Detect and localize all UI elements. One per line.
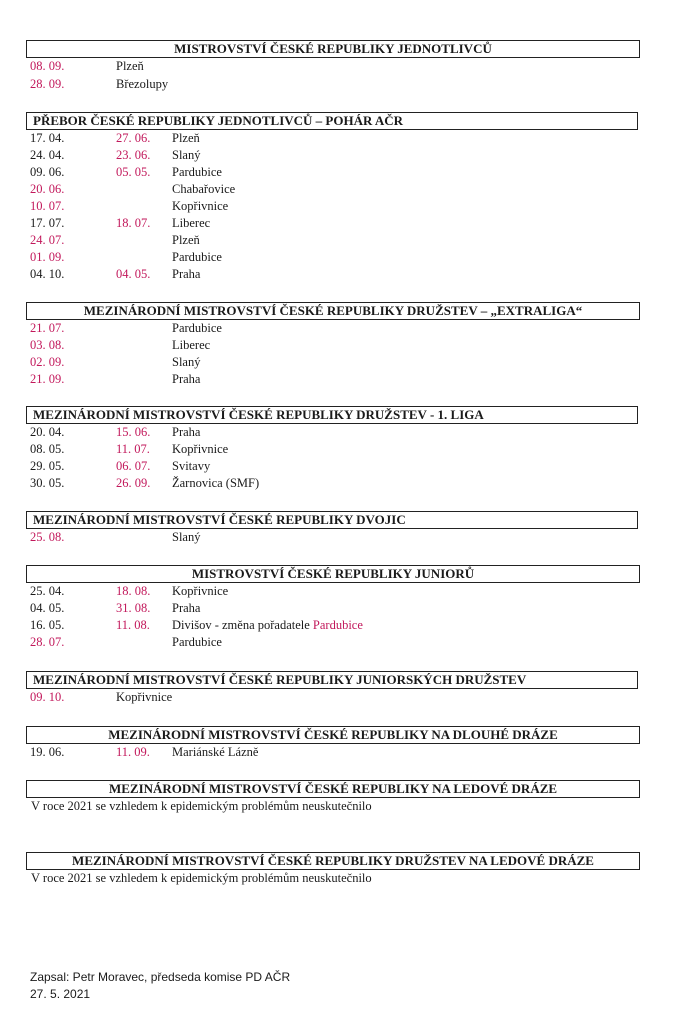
date-changed: 20. 06.	[30, 182, 65, 196]
venue: Liberec	[172, 216, 211, 230]
venue: Kopřivnice	[172, 199, 229, 213]
venue: Svitavy	[172, 459, 211, 473]
date-changed: 21. 09.	[30, 372, 65, 386]
date-new: 04. 05.	[116, 267, 151, 281]
section-title: MEZINÁRODNÍ MISTROVSTVÍ ČESKÉ REPUBLIKY DRUŽSTEV - 1. LIGA	[26, 406, 638, 424]
section-title: MEZINÁRODNÍ MISTROVSTVÍ ČESKÉ REPUBLIKY JUNIORSKÝCH DRUŽSTEV	[26, 671, 638, 689]
date-changed: 03. 08.	[30, 338, 65, 352]
date-original: 20. 04.	[30, 425, 65, 439]
venue: Kopřivnice	[172, 584, 229, 598]
section-title: MEZINÁRODNÍ MISTROVSTVÍ ČESKÉ REPUBLIKY NA DLOUHÉ DRÁZE	[26, 726, 640, 744]
date-original: 09. 06.	[30, 165, 65, 179]
list-item	[0, 424, 690, 441]
date-original: 16. 05.	[30, 618, 65, 632]
list-item	[0, 215, 690, 232]
date-original: 30. 05.	[30, 476, 65, 490]
list-item	[0, 529, 690, 546]
venue: Praha	[172, 267, 201, 281]
date-changed: 28. 09.	[30, 77, 65, 91]
venue: Pardubice	[172, 250, 222, 264]
venue: Liberec	[172, 338, 211, 352]
list-item	[0, 475, 690, 492]
date-new: 15. 06.	[116, 425, 151, 439]
date-original: 17. 07.	[30, 216, 65, 230]
list-item	[0, 320, 690, 337]
date-new: 11. 08.	[116, 618, 150, 632]
list-item	[0, 744, 690, 761]
date-changed: 21. 07.	[30, 321, 65, 335]
date-changed: 25. 08.	[30, 530, 65, 544]
date-new: 06. 07.	[116, 459, 151, 473]
footer-date: 27. 5. 2021	[30, 987, 91, 1001]
list-item	[0, 583, 690, 600]
venue: Plzeň	[116, 59, 144, 73]
list-item	[0, 76, 690, 93]
section-title: MEZINÁRODNÍ MISTROVSTVÍ ČESKÉ REPUBLIKY DRUŽSTEV – „EXTRALIGA“	[26, 302, 640, 320]
date-changed: 08. 09.	[30, 59, 65, 73]
venue: Kopřivnice	[116, 690, 173, 704]
date-original: 19. 06.	[30, 745, 65, 759]
date-new: 11. 07.	[116, 442, 150, 456]
section-title: MEZINÁRODNÍ MISTROVSTVÍ ČESKÉ REPUBLIKY DRUŽSTEV NA LEDOVÉ DRÁZE	[26, 852, 640, 870]
date-changed: 28. 07.	[30, 635, 65, 649]
date-new: 11. 09.	[116, 745, 150, 759]
list-item	[0, 458, 690, 475]
list-item	[0, 266, 690, 283]
list-item	[0, 58, 690, 75]
date-changed: 01. 09.	[30, 250, 65, 264]
date-new: 26. 09.	[116, 476, 151, 490]
venue: Žarnovica (SMF)	[172, 476, 260, 490]
list-item	[0, 600, 690, 617]
cancellation-note: V roce 2021 se vzhledem k epidemickým problémům neuskutečnilo	[31, 799, 372, 813]
section-title: PŘEBOR ČESKÉ REPUBLIKY JEDNOTLIVCŮ – POHÁR AČR	[26, 112, 638, 130]
section-title: MISTROVSTVÍ ČESKÉ REPUBLIKY JUNIORŮ	[26, 565, 640, 583]
venue: Chabařovice	[172, 182, 236, 196]
list-item	[0, 164, 690, 181]
date-changed: 02. 09.	[30, 355, 65, 369]
venue-name: Divišov - změna pořadatele	[172, 618, 310, 632]
date-new: 27. 06.	[116, 131, 151, 145]
section-title: MISTROVSTVÍ ČESKÉ REPUBLIKY JEDNOTLIVCŮ	[26, 40, 640, 58]
list-item	[0, 249, 690, 266]
cancellation-note: V roce 2021 se vzhledem k epidemickým problémům neuskutečnilo	[31, 871, 372, 885]
venue: Praha	[172, 372, 201, 386]
date-original: 04. 05.	[30, 601, 65, 615]
venue: Pardubice	[172, 321, 222, 335]
list-item	[0, 232, 690, 249]
venue: Slaný	[172, 355, 201, 369]
date-original: 29. 05.	[30, 459, 65, 473]
date-new: 23. 06.	[116, 148, 151, 162]
venue: Praha	[172, 425, 201, 439]
venue	[172, 617, 363, 634]
date-changed: 09. 10.	[30, 690, 65, 704]
section-title: MEZINÁRODNÍ MISTROVSTVÍ ČESKÉ REPUBLIKY NA LEDOVÉ DRÁZE	[26, 780, 640, 798]
venue: Plzeň	[172, 131, 200, 145]
recorded-by: Zapsal: Petr Moravec, předseda komise PD AČR	[30, 970, 291, 984]
list-item	[0, 147, 690, 164]
list-item	[0, 354, 690, 371]
list-item	[0, 130, 690, 147]
date-original: 08. 05.	[30, 442, 65, 456]
date-original: 04. 10.	[30, 267, 65, 281]
date-new: 31. 08.	[116, 601, 151, 615]
new-organizer: Pardubice	[312, 618, 363, 632]
date-original: 25. 04.	[30, 584, 65, 598]
date-new: 05. 05.	[116, 165, 151, 179]
list-item	[0, 689, 690, 706]
venue: Březolupy	[116, 77, 169, 91]
date-original: 24. 04.	[30, 148, 65, 162]
venue: Plzeň	[172, 233, 200, 247]
list-item	[0, 441, 690, 458]
list-item	[0, 337, 690, 354]
venue: Pardubice	[172, 165, 222, 179]
venue: Slaný	[172, 530, 201, 544]
venue: Praha	[172, 601, 201, 615]
list-item	[0, 198, 690, 215]
date-original: 17. 04.	[30, 131, 65, 145]
date-changed: 10. 07.	[30, 199, 65, 213]
date-changed: 24. 07.	[30, 233, 65, 247]
section-title: MEZINÁRODNÍ MISTROVSTVÍ ČESKÉ REPUBLIKY DVOJIC	[26, 511, 638, 529]
list-item	[0, 371, 690, 388]
list-item	[0, 617, 690, 634]
date-new: 18. 08.	[116, 584, 151, 598]
venue: Slaný	[172, 148, 201, 162]
list-item	[0, 634, 690, 651]
date-new: 18. 07.	[116, 216, 151, 230]
venue: Kopřivnice	[172, 442, 229, 456]
venue: Mariánské Lázně	[172, 745, 259, 759]
venue: Pardubice	[172, 635, 222, 649]
list-item	[0, 181, 690, 198]
